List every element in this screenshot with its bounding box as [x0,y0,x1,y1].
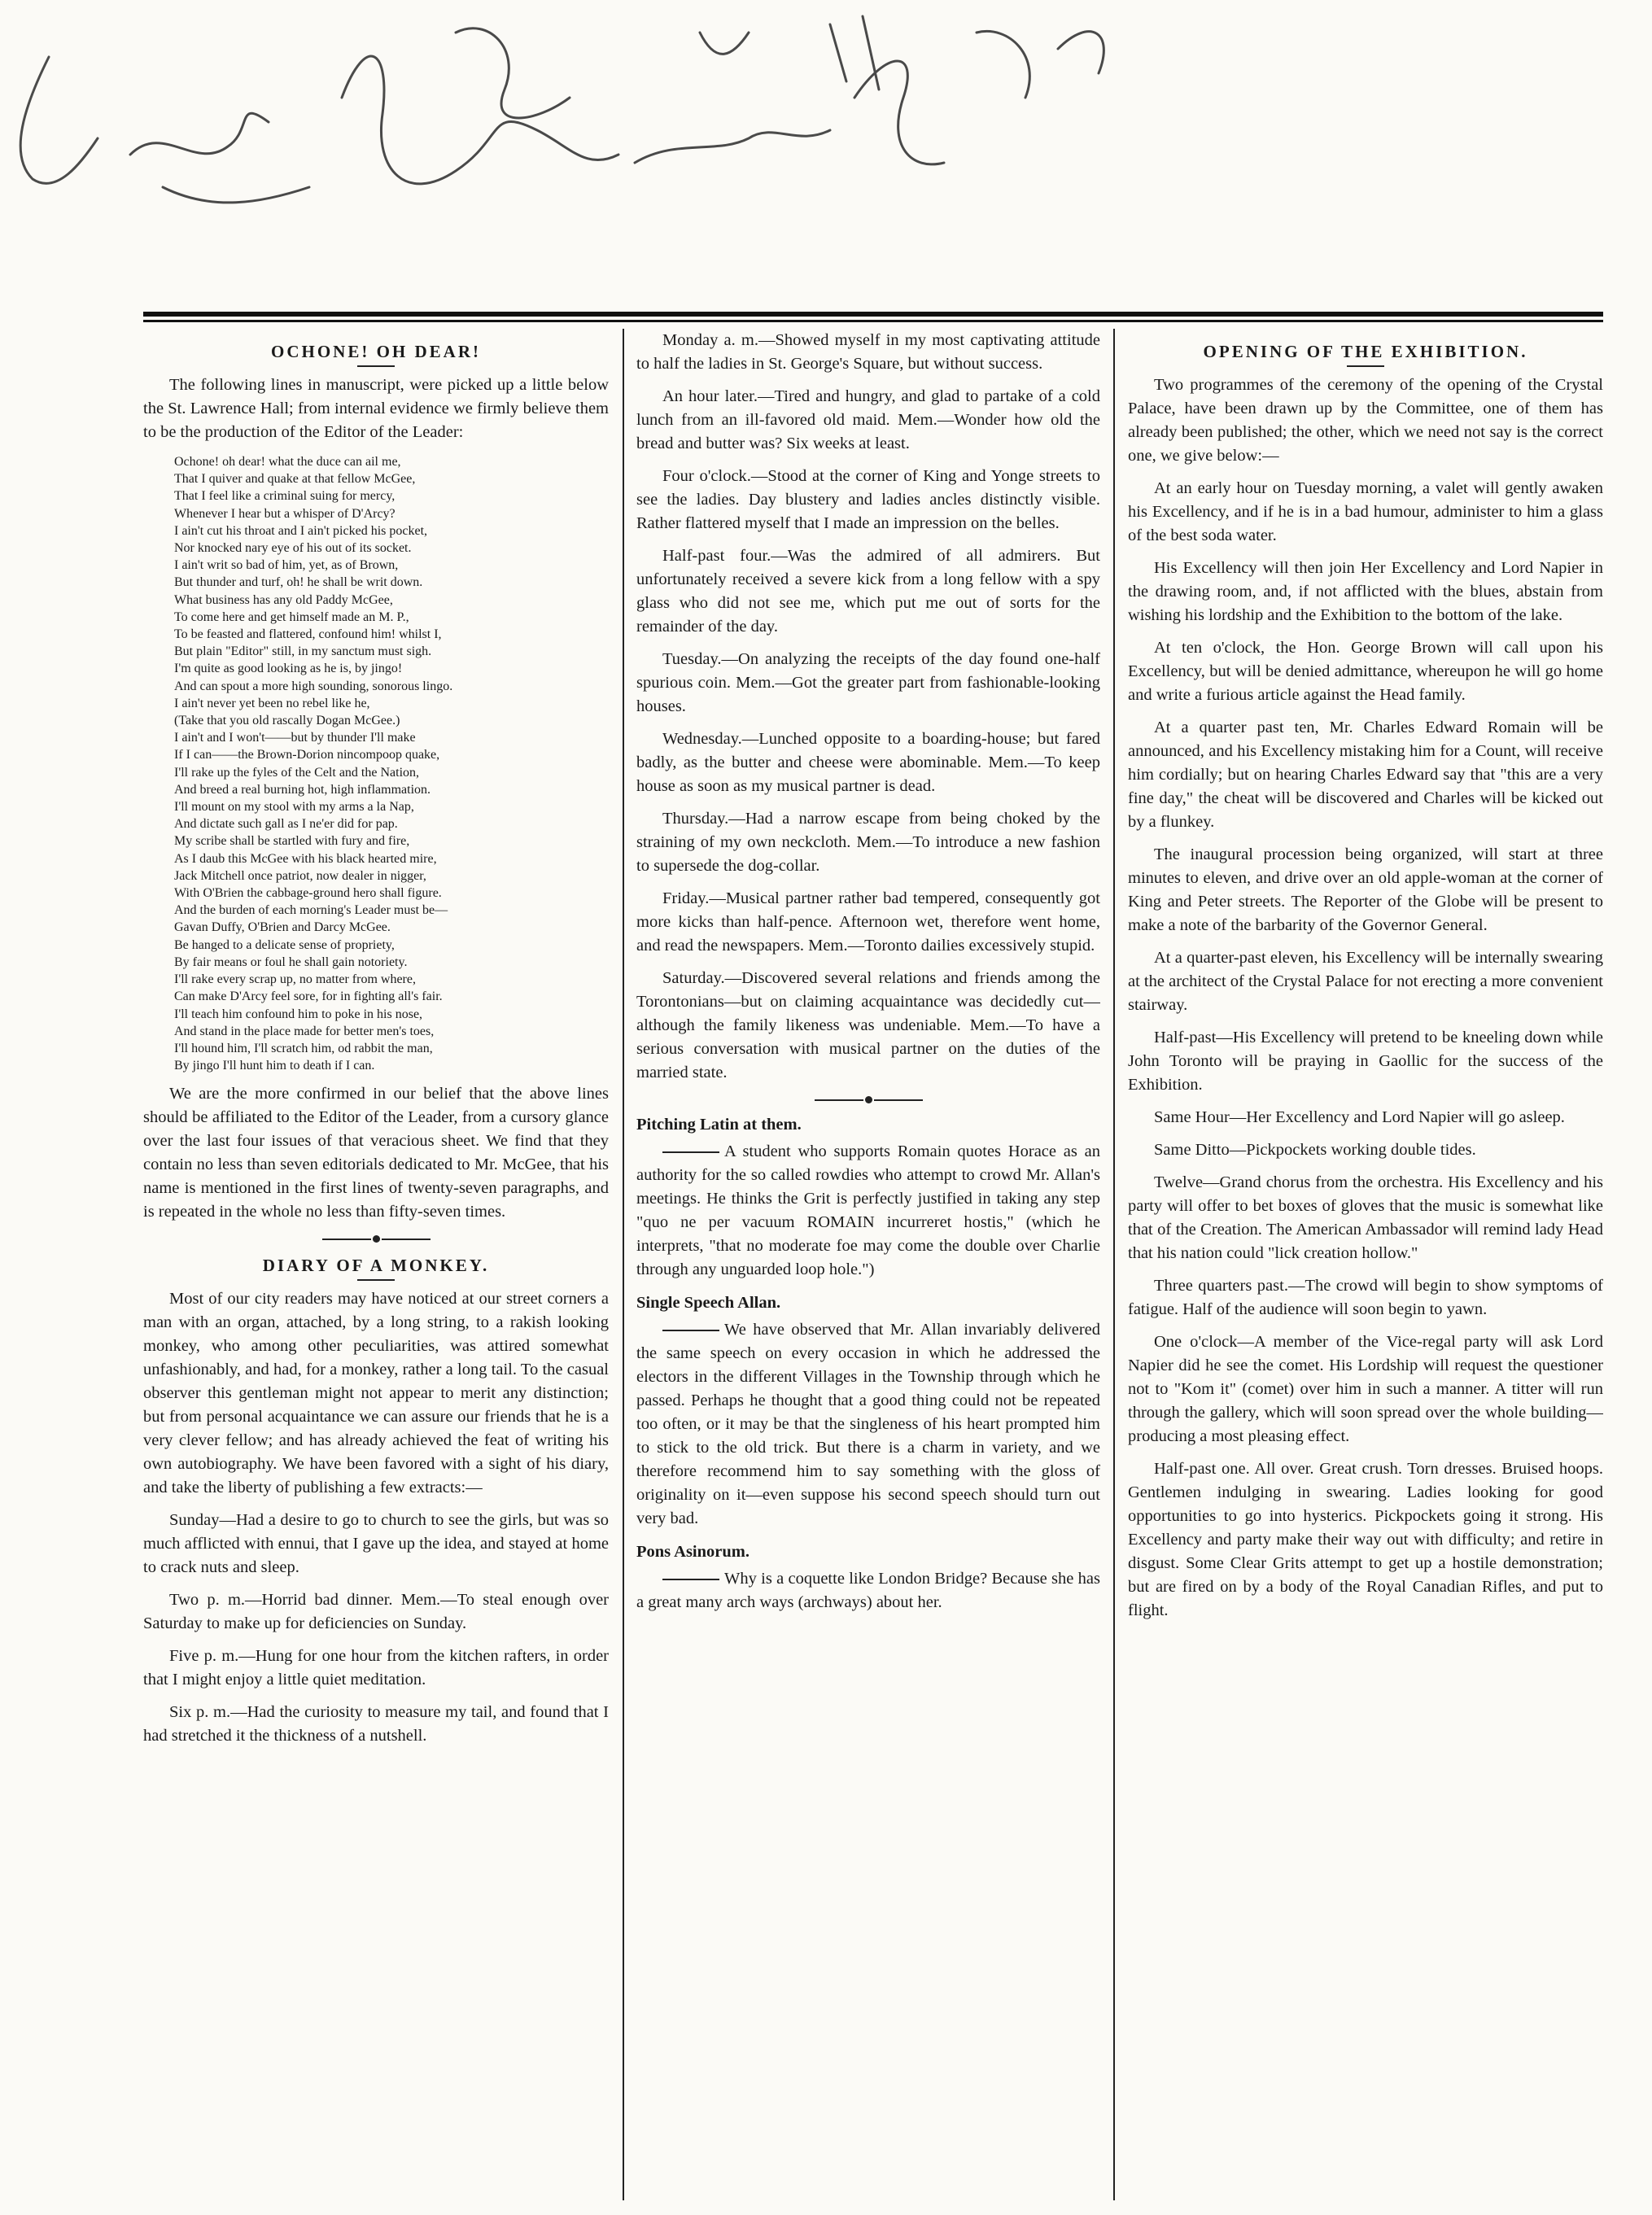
pons-text: Why is a coquette like London Bridge? Because she has a great many arch ways (archways) about her. [636,1570,1100,1611]
poem-line: Be hanged to a delicate sense of propriety, [174,937,395,952]
column-left [143,329,609,2200]
latin-heading: Pitching Latin at them. [636,1116,802,1134]
exhibition-paragraph: At ten o'clock, the Hon. George Brown will call upon his Excellency, but will be denied admittance, whereupon he will go home and write a furious article against the Head family. [1128,639,1603,704]
ochone-intro: The following lines in manuscript, were picked up a little below the St. Lawrence Hall; from internal evidence we firmly believe them to be the production of the Editor of the Leader: [143,376,609,441]
diary-entry: Monday a. m.—Showed myself in my most captivating attitude to half the ladies in St. George's Square, but without success. [636,331,1100,373]
title-rule [357,1279,395,1281]
diary-entries-left [143,1509,609,1748]
diary-entry: Tuesday.—On analyzing the receipts of the day found one-half spurious coin. Mem.—Got the greater part from fashionable-looking houses. [636,650,1100,715]
exhibition-paragraph: The inaugural procession being organized, will start at three minutes to eleven, and drive over an old apple-woman at the corner of King and Peter streets. The Reporter of the Globe will be present to make a note of the barbarity of the Governor General. [1128,845,1603,934]
diary-entry: Saturday.—Discovered several relations and friends among the Torontonians—but on claiming acquaintance was decidedly cut—although the family likeness was undeniable. Mem.—To have a serious conversation with musical partner on the duties of the married state. [636,969,1100,1081]
poem-line: I'll teach him confound him to poke in his nose, [174,1007,423,1021]
allan-heading: Single Speech Allan. [636,1294,781,1312]
exhibition-paragraph: Same Hour—Her Excellency and Lord Napier will go asleep. [1154,1108,1565,1126]
exhibition-paragraph: At a quarter past ten, Mr. Charles Edward Romain will be announced, and his Excellency mistaking him for a Count, will receive him cordially; but on hearing Charles Edward say that "this are a very fine day," the cheat will be discovered and Charles will be kicked out by a flunkey. [1128,719,1603,831]
column-middle [636,329,1100,2200]
poem-line: And stand in the place made for better men's toes, [174,1024,435,1038]
title-rule [1347,365,1384,367]
poem-line: Ochone! oh dear! what the duce can ail me, [174,455,401,469]
diary-entry: Sunday—Had a desire to go to church to see the girls, but was so much afflicted with ennui, that I gave up the idea, and stayed at home to crack nuts and sleep. [143,1511,609,1577]
latin-text: A student who supports Romain quotes Horace as an authority for the so called rowdies who attempt to crowd Mr. Allan's meetings. He thinks the Grit is perfectly justified in taking any step "quo ne per vacuum ROMAIN incurreret hostis," (which he interprets, "that no moderate foe may come the double over Charlie through any unguarded loop hole.") [636,1142,1100,1278]
header-rule-thin [143,320,1603,322]
title-rule [357,365,395,367]
exhibition-paragraph: One o'clock—A member of the Vice-regal party will ask Lord Napier did he see the comet. His Lordship will request the questioner not to "Kom it" (comet) over him in such a manner. A titter will run through the gallery, which will soon spread over the whole building—producing a most pleasing effect. [1128,1333,1603,1445]
diary-entry: Half-past four.—Was the admired of all admirers. But unfortunately received a severe kick from a long fellow with a spy glass who did not see me, which put me out of sorts for the remainder of the day. [636,547,1100,636]
article-title-monkey: DIARY OF A MONKEY. [262,1256,490,1276]
poem-line: I'll rake up the fyles of the Celt and the Nation, [174,765,420,780]
poem-line: If I can——the Brown-Dorion nincompoop quake, [174,748,440,762]
poem-line: By fair means or foul he shall gain notoriety. [174,955,408,969]
poem-line: Whenever I hear but a whisper of D'Arcy? [174,506,396,521]
section-ornament [143,1235,609,1243]
diary-entry: Five p. m.—Hung for one hour from the kitchen rafters, in order that I might enjoy a little quiet meditation. [143,1647,609,1689]
poem-line: But thunder and turf, oh! he shall be writ down. [174,575,423,590]
exhibition-paragraph: His Excellency will then join Her Excellency and Lord Napier in the drawing room, and, if not afflicted with the blues, abstain from wishing his lordship and the Exhibition to the bottom of the lake. [1128,559,1603,624]
allan-text: We have observed that Mr. Allan invariably delivered the same speech on every occasion in which he addressed the electors in the different Villages in the Township through which he passed. Perhaps he thought that a good thing could not be repeated too often, or it may be that the singleness of his heart prompted him to stick to the old trick. But there is a charm in variety, and we therefore recommend him to say something with the gloss of originality on it—even suppose his second speech should turn out very bad. [636,1321,1100,1527]
poem-line: But plain "Editor" still, in my sanctum must sigh. [174,644,432,659]
exhibition-paragraph: At an early hour on Tuesday morning, a valet will gently awaken his Excellency, and if he is in a bad humour, administer to him a glass of the best soda water. [1128,479,1603,544]
exhibition-paragraph: Same Ditto—Pickpockets working double tides. [1154,1141,1476,1159]
header-rule-thick [143,312,1603,317]
article-title-exhibition: OPENING OF THE EXHIBITION. [1203,342,1528,361]
diary-entries-right [636,329,1100,1085]
poem-line: I'll mount on my stool with my arms a la Nap, [174,800,414,815]
poem-line: To be feasted and flattered, confound him! whilst I, [174,627,442,642]
poem-line: As I daub this McGee with his black hearted mire, [174,851,437,866]
poem-line: With O'Brien the cabbage-ground hero shall figure. [174,886,442,901]
handwritten-signature [0,0,1652,293]
poem-line: I'll hound him, I'll scratch him, od rabbit the man, [174,1041,433,1055]
ochone-poem [174,453,609,1074]
section-ornament [636,1096,1100,1103]
poem-line: I'll rake every scrap up, no matter from where, [174,972,416,987]
poem-line: (Take that you old rascally Dogan McGee.) [174,714,400,728]
poem-line: I ain't cut his throat and I ain't picked his pocket, [174,523,428,538]
exhibition-paragraph: Twelve—Grand chorus from the orchestra. His Excellency and his party will offer to bet boxes of gloves that the music is somewhat like that of the Creation. The American Ambassador will remind lady Head that his nation could "lick creation hollow." [1128,1173,1603,1262]
exhibition-paragraph: Half-past one. All over. Great crush. Torn dresses. Bruised hoops. Gentlemen indulging in swearing. Ladies looking for good opportunities to go into hysterics. Pickpockets going it strong. His Excellency and party make their way out with difficulty; and retire in disgust. Some Clear Grits attempt to get up a hostile demonstration; but are fired on by a body of the Royal Canadian Rifles, and put to flight. [1128,1460,1603,1619]
diary-entry: An hour later.—Tired and hungry, and glad to partake of a cold lunch from an ill-favored old maid. Mem.—Wonder how old the bread and butter was? Six weeks at least. [636,387,1100,452]
diary-entry: Friday.—Musical partner rather bad tempered, consequently got more kicks than half-pence. Afternoon wet, therefore went home, and read the newspapers. Mem.—Toronto dailies excessively stupid. [636,889,1100,955]
exhibition-body [1128,374,1603,1623]
diary-entry: Two p. m.—Horrid bad dinner. Mem.—To steal enough over Saturday to make up for deficiencies on Sunday. [143,1591,609,1633]
poem-line: And the burden of each morning's Leader must be— [174,903,448,918]
exhibition-paragraph: Two programmes of the ceremony of the opening of the Crystal Palace, have been drawn up by the Committee, one of them has already been published; the other, which we need not say is the correct one, we give below:— [1128,376,1603,465]
diary-entry: Six p. m.—Had the curiosity to measure my tail, and found that I had stretched it the thickness of a nutshell. [143,1703,609,1745]
poem-line: Jack Mitchell once patriot, now dealer in nigger, [174,868,426,883]
newspaper-page [143,329,1603,2200]
monkey-intro: Most of our city readers may have noticed at our street corners a man with an organ, attached, by a long string, to a rakish looking monkey, who among other peculiarities, was attired somewhat unfashionably, and had, for a monkey, rather a long tail. To the casual observer this gentleman might not appear to merit any distinction; but from personal acquaintance we can assure our friends that he is a very clever fellow; and has already achieved the feat of writing his own autobiography. We have been favored with a sight of his diary, and take the liberty of publishing a few extracts:— [143,1290,609,1497]
poem-line: My scribe shall be startled with fury and fire, [174,834,410,849]
poem-line: Nor knocked nary eye of his out of its socket. [174,541,412,556]
poem-line: To come here and get himself made an M. P., [174,609,409,624]
poem-line: And can spout a more high sounding, sonorous lingo. [174,679,453,693]
poem-line: I ain't writ so bad of him, yet, as of Brown, [174,558,399,573]
ochone-conclusion: We are the more confirmed in our belief that the above lines should be affiliated to the Editor of the Leader, from a cursory glance over the last four issues of that veracious sheet. We find that they contain no less than seven editorials dedicated to Mr. McGee, that his name is mentioned in the first lines of twenty-seven paragraphs, and is repeated in the whole no less than fifty-seven times. [143,1085,609,1221]
poem-line: I'm quite as good looking as he is, by jingo! [174,662,403,676]
poem-line: I ain't never yet been no rebel like he, [174,696,370,710]
poem-line: Gavan Duffy, O'Brien and Darcy McGee. [174,920,391,935]
poem-line: I ain't and I won't——but by thunder I'll make [174,731,416,745]
poem-line: And breed a real burning hot, high inflammation. [174,782,431,797]
article-title-ochone: OCHONE! OH DEAR! [271,342,481,361]
exhibition-paragraph: At a quarter-past eleven, his Excellency will be internally swearing at the architect of the Crystal Palace for not erecting a more convenient stairway. [1128,949,1603,1014]
poem-line: And dictate such gall as I ne'er did for pap. [174,817,398,832]
column-right [1128,329,1603,2200]
diary-entry: Wednesday.—Lunched opposite to a boarding-house; but fared badly, as the butter and cheese were abominable. Mem.—To keep house as soon as my musical partner is dead. [636,730,1100,795]
diary-entry: Thursday.—Had a narrow escape from being choked by the straining of my own neckcloth. Mem.—To introduce a new fashion to supersede the dog-collar. [636,810,1100,875]
pons-heading: Pons Asinorum. [636,1543,750,1561]
diary-entry: Four o'clock.—Stood at the corner of King and Yonge streets to see the ladies. Day blustery and ladies ancles distinctly visible. Rather flattered myself that I made an impression on the belles. [636,467,1100,532]
exhibition-paragraph: Half-past—His Excellency will pretend to be kneeling down while John Toronto will be praying in Gaollic for the success of the Exhibition. [1128,1029,1603,1094]
poem-line: Can make D'Arcy feel sore, for in fighting all's fair. [174,990,443,1004]
poem-line: What business has any old Paddy McGee, [174,592,393,607]
exhibition-paragraph: Three quarters past.—The crowd will begin to show symptoms of fatigue. Half of the audience will soon begin to yawn. [1128,1277,1603,1318]
poem-line: That I quiver and quake at that fellow McGee, [174,472,416,487]
poem-line: By jingo I'll hunt him to death if I can. [174,1059,375,1073]
poem-line: That I feel like a criminal suing for mercy, [174,489,396,504]
